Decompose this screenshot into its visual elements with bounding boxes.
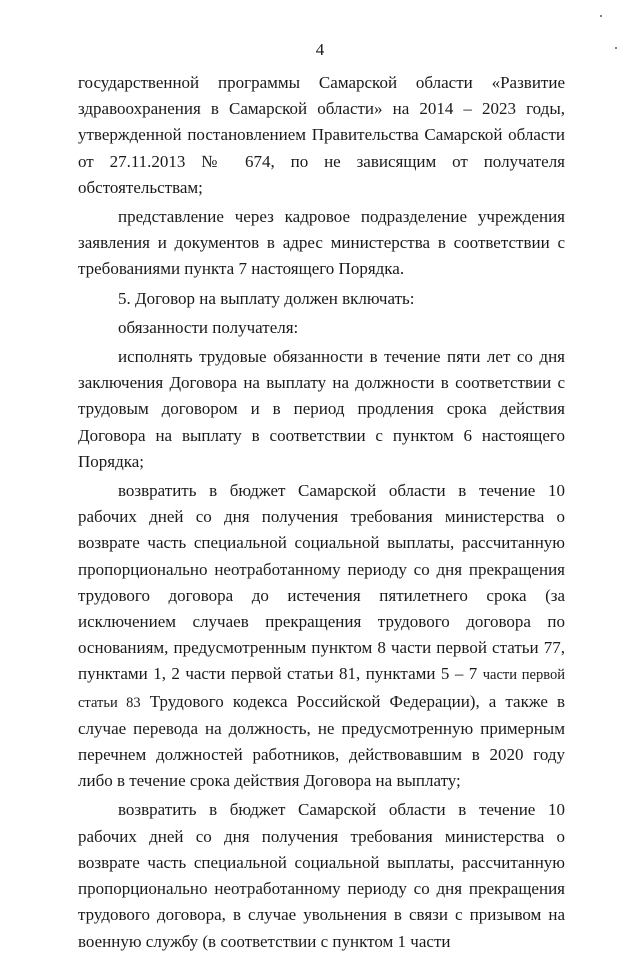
paragraph-duty-return-1-start: возвратить в бюджет Самарской области в течение 10 рабочих дней со дня получения требования министерства о возврате часть специальной социальной выплаты, рассчитанную пропорционально неотработанному периоду со дня прекращения трудового договора до истечения пятилетнего срока (за исключением случаев прекращения трудового договора по основаниям, предусмотренным пунктом 8 части первой статьи 77, пунктами 1, 2 части первой статьи 81, пунктами 5 – 7: [78, 481, 565, 684]
paragraph-continuation: государственной программы Самарской области «Развитие здравоохранения в Самарской области» на 2014 – 2023 годы, утвержденной постановлением Правительства Самарской области от 27.11.2013 № 674, по не зависящим от получателя обстоятельствам;: [78, 73, 565, 197]
paragraph-duty-work: исполнять трудовые обязанности в течение пяти лет со дня заключения Договора на выплату на должности в соответствии с трудовым договором и в период продления срока действия Договора на выплату в соответствии с пунктом 6 настоящего Порядка;: [78, 347, 565, 471]
paragraph-duty-return-1-small: части первой статьи 83: [78, 667, 565, 711]
page-number: 4: [315, 40, 325, 59]
paragraph-duty-return-2: возвратить в бюджет Самарской области в течение 10 рабочих дней со дня получения требования министерства о возврате часть специальной социальной выплаты, рассчитанную пропорционально неотработанному периоду со дня прекращения трудового договора, в случае увольнения в связи с призывом на военную службу (в соответствии с пунктом 1 части: [78, 800, 565, 951]
scan-speck: [600, 15, 602, 17]
paragraph-obligations-heading: обязанности получателя:: [118, 317, 299, 337]
paragraph-duty-return-1: [78, 478, 565, 794]
paragraph-clause-5: 5. Договор на выплату должен включать:: [118, 288, 415, 308]
document-body: [78, 70, 565, 958]
paragraph-duty-return-1-end: Трудового кодекса Российской Федерации), а также в случае перевода на должность, не предусмотренную примерным перечнем должностей работников, действовавшим в 2020 году либо в течение срока действия Договора на выплату;: [78, 691, 565, 791]
paragraph-submission: представление через кадровое подразделение учреждения заявления и документов в адрес министерства в соответствии с требованиями пункта 7 настоящего Порядка.: [78, 207, 565, 279]
